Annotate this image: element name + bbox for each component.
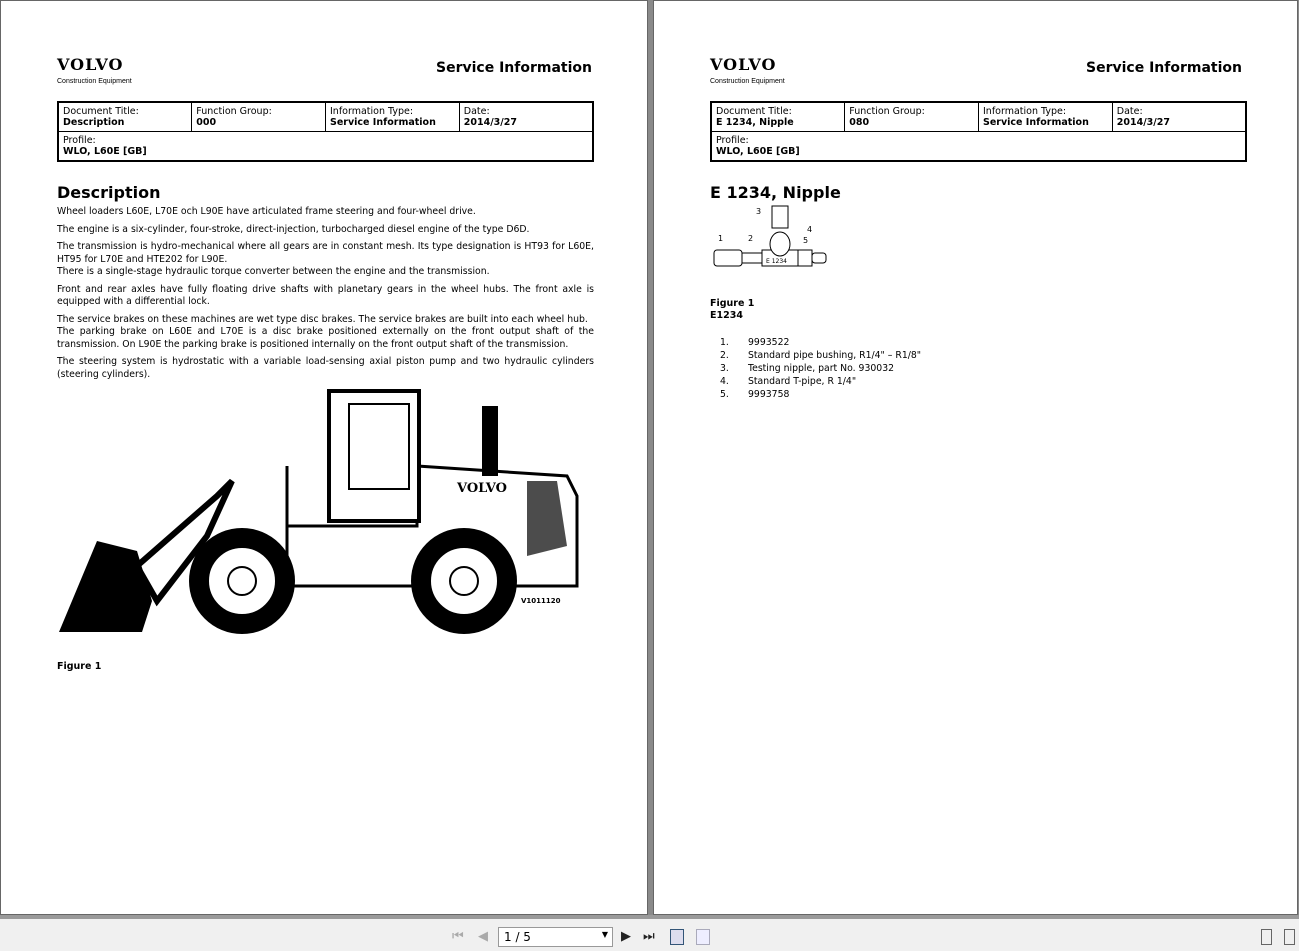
volvo-logo — [57, 55, 132, 85]
info-type: Service Information — [330, 117, 436, 128]
paragraph: Front and rear axles have fully floating drive shafts with planetary gears in the wheel hubs. The front axle is equipped with a differential lock. — [57, 283, 594, 307]
single-page-view-icon[interactable] — [1261, 929, 1272, 945]
callout: 3 — [756, 207, 762, 216]
fit-page-icon[interactable] — [670, 929, 684, 945]
paragraph: The parking brake on L60E and L70E is a disc brake positioned externally on the front output shaft of the transmission. On L90E the parking brake is positioned internally on the front output shaft of the transmission. — [57, 326, 594, 350]
page-1 — [0, 0, 648, 915]
label: Profile: — [63, 135, 96, 146]
brand-sub: Construction Equipment — [57, 78, 132, 85]
page-heading: Description — [57, 183, 161, 202]
label: Information Type: — [983, 106, 1067, 117]
label: Document Title: — [716, 106, 792, 117]
fit-width-icon[interactable] — [696, 929, 710, 945]
header-table — [710, 101, 1247, 162]
text: Standard T-pipe, R 1/4" — [748, 376, 857, 387]
body-text — [57, 206, 594, 386]
date: 2014/3/27 — [463, 117, 517, 128]
label: Document Title: — [63, 106, 139, 117]
list-item — [720, 362, 921, 375]
function-group: 080 — [849, 117, 870, 128]
label: Date: — [1116, 106, 1143, 117]
list-item — [720, 375, 921, 388]
profile: WLO, L60E [GB] — [63, 146, 147, 157]
chevron-down-icon: ▼ — [601, 930, 608, 939]
doc-title: Description — [63, 117, 125, 128]
list-item — [720, 336, 921, 349]
function-group: 000 — [196, 117, 217, 128]
doc-type: Service Information — [436, 60, 592, 76]
paragraph: The steering system is hydrostatic with a variable load-sensing axial piston pump and two hydraulic cylinders (steering cylinders). — [57, 356, 594, 380]
num: 4. — [720, 376, 729, 387]
num: 2. — [720, 350, 729, 361]
callout: 2 — [748, 234, 754, 243]
navigation-toolbar — [0, 915, 1299, 951]
nipple-diagram — [710, 204, 830, 274]
callout: 1 — [718, 234, 724, 243]
label: Information Type: — [330, 106, 414, 117]
prev-page-button[interactable]: ◀ — [478, 929, 488, 944]
paragraph: There is a single-stage hydraulic torque converter between the engine and the transmission. — [57, 266, 490, 277]
brand: VOLVO — [710, 55, 777, 74]
num: 1. — [720, 337, 729, 348]
next-page-button[interactable]: ▶ — [621, 929, 631, 944]
page-heading: E 1234, Nipple — [710, 183, 841, 202]
list-item — [720, 349, 921, 362]
brand-sub: Construction Equipment — [710, 78, 785, 85]
wheel-loader-illustration — [57, 386, 597, 636]
date: 2014/3/27 — [1116, 117, 1170, 128]
page-selector[interactable] — [498, 927, 613, 947]
paragraph: The service brakes on these machines are wet type disc brakes. The service brakes are built into each wheel hub. — [57, 313, 588, 325]
first-page-button[interactable]: ⏮ — [452, 929, 464, 944]
text: Testing nipple, part No. 930032 — [748, 363, 895, 374]
label: Function Group: — [849, 106, 925, 117]
paragraph: The engine is a six-cylinder, four-stroke, direct-injection, turbocharged diesel engine of the type D6D. — [57, 223, 530, 235]
parts-list — [720, 336, 921, 401]
diagram-label: E 1234 — [766, 258, 787, 265]
info-type: Service Information — [983, 117, 1089, 128]
figure-sub: E1234 — [710, 310, 743, 321]
page-2 — [653, 0, 1298, 915]
figure-caption: Figure 1 — [710, 298, 755, 309]
last-page-button[interactable]: ⏭ — [643, 929, 655, 944]
continuous-view-icon[interactable] — [1284, 929, 1295, 945]
text: 9993758 — [748, 389, 790, 400]
page-indicator: 1 / 5 — [504, 930, 531, 944]
label: Function Group: — [196, 106, 272, 117]
figure-caption: Figure 1 — [57, 661, 102, 672]
paragraph: Wheel loaders L60E, L70E och L90E have articulated frame steering and four-wheel drive. — [57, 206, 476, 217]
loader-brand-text: VOLVO — [457, 481, 507, 496]
doc-title: E 1234, Nipple — [716, 117, 794, 128]
label: Profile: — [716, 135, 749, 146]
num: 3. — [720, 363, 729, 374]
callout: 5 — [803, 236, 809, 245]
callout: 4 — [807, 225, 813, 234]
doc-type: Service Information — [1086, 60, 1242, 76]
header-table — [57, 101, 594, 162]
text: 9993522 — [748, 337, 790, 348]
brand: VOLVO — [57, 55, 124, 74]
profile: WLO, L60E [GB] — [716, 146, 800, 157]
num: 5. — [720, 389, 729, 400]
figure-code: V1011120 — [521, 597, 561, 605]
list-item — [720, 388, 921, 401]
volvo-logo — [710, 55, 785, 85]
label: Date: — [463, 106, 490, 117]
text: Standard pipe bushing, R1/4" – R1/8" — [748, 350, 922, 361]
paragraph: The transmission is hydro-mechanical where all gears are in constant mesh. Its type designation is HT93 for L60E, HT95 for L70E and HTE202 for L90E. — [57, 241, 594, 265]
